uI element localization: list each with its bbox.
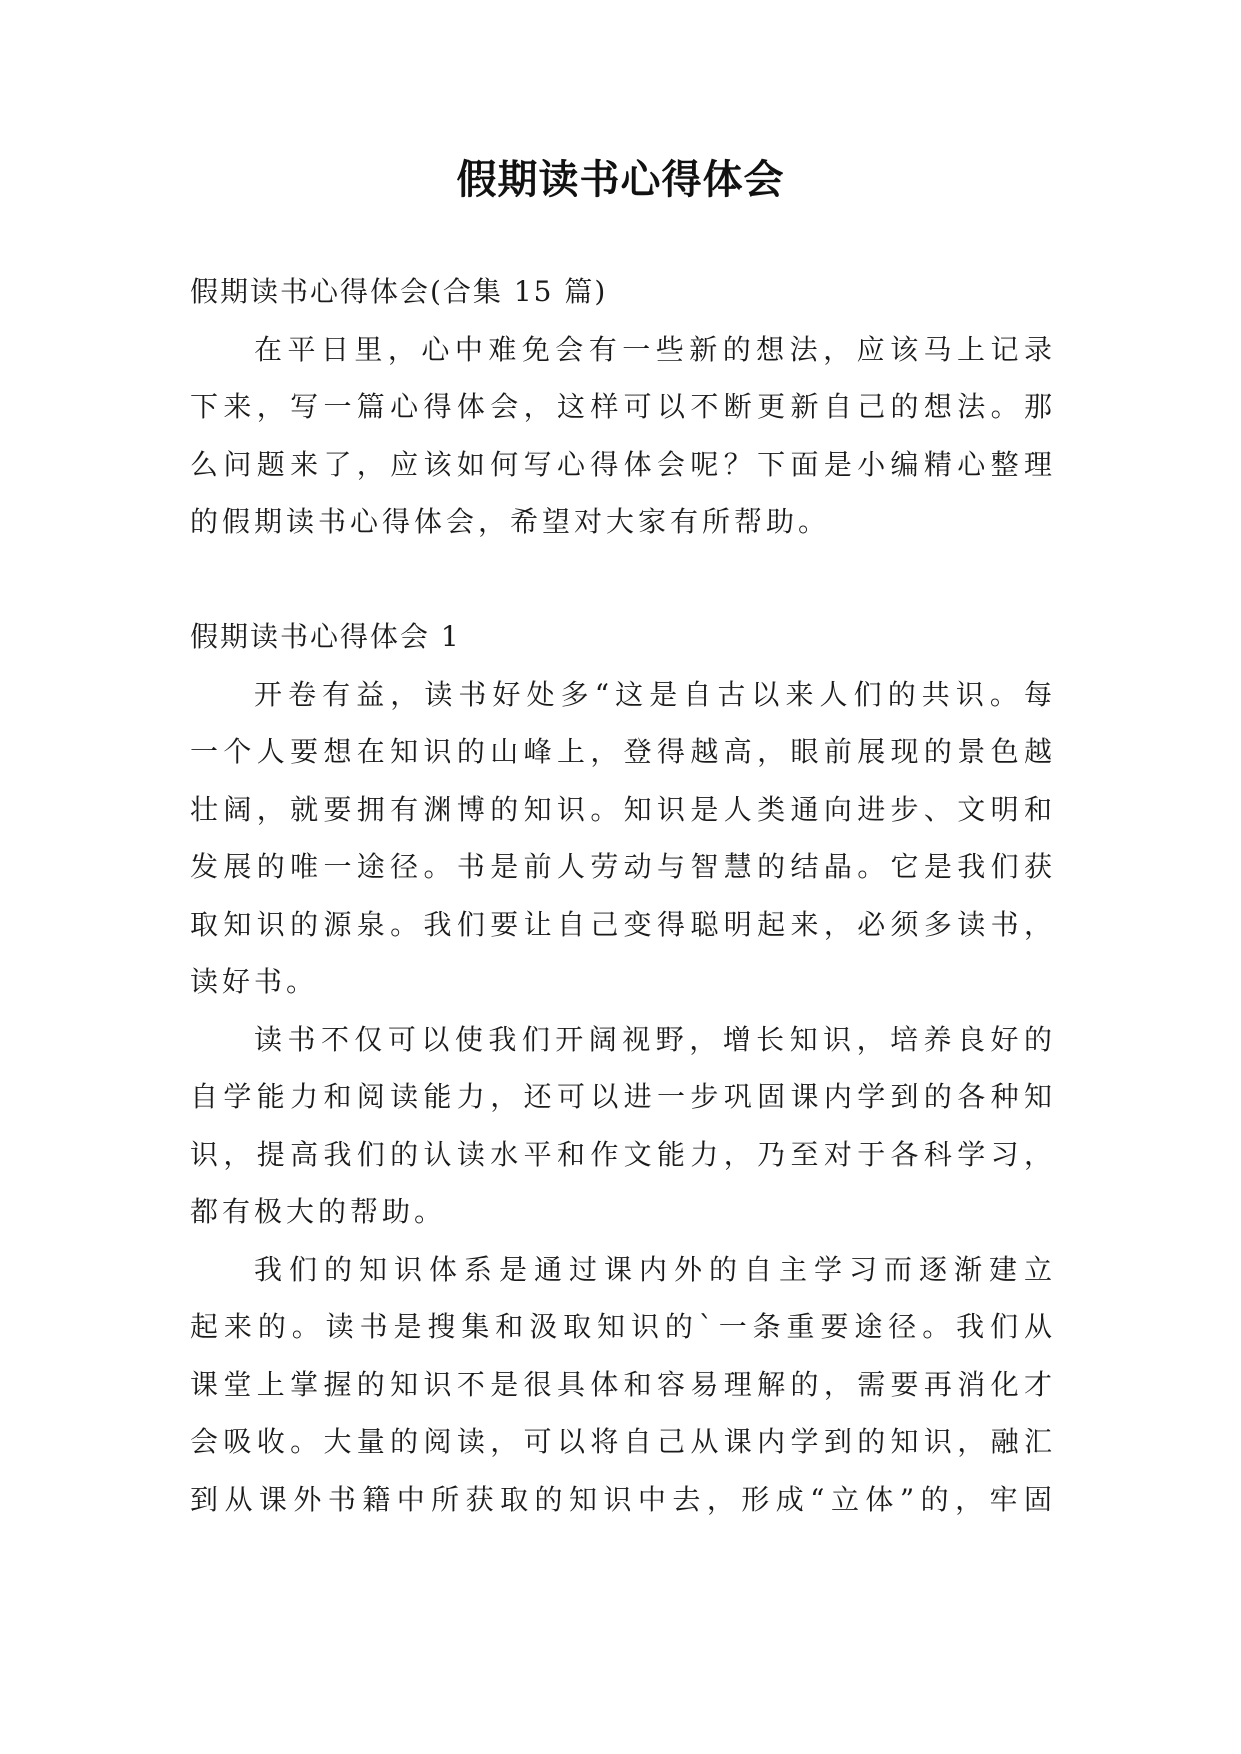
paragraph-line: 壮阔，就要拥有渊博的知识。知识是人类通向进步、文明和 (190, 792, 1052, 826)
body-paragraph-1 (190, 666, 1052, 1011)
paragraph-line: 的假期读书心得体会，希望对大家有所帮助。 (190, 505, 831, 538)
body-paragraph-2 (190, 1011, 1052, 1241)
document-title: 假期读书心得体会 (456, 157, 785, 203)
intro-paragraph (190, 321, 1052, 551)
paragraph-line: 会吸收。大量的阅读，可以将自己从课内学到的知识，融汇 (190, 1425, 1052, 1458)
paragraph-line: 我们的知识体系是通过课内外的自主学习而逐渐建立 (254, 1252, 1052, 1286)
paragraph-line: 课堂上掌握的知识不是很具体和容易理解的，需要再消化才 (190, 1367, 1052, 1401)
paragraph-line: 在平日里，心中难免会有一些新的想法，应该马上记录 (254, 332, 1052, 366)
paragraph-line: 么问题来了，应该如何写心得体会呢？下面是小编精心整理 (190, 447, 1052, 481)
paragraph-line: 都有极大的帮助。 (190, 1195, 447, 1228)
paragraph-line: 取知识的源泉。我们要让自己变得聪明起来，必须多读书， (190, 907, 1052, 941)
body-paragraph-3 (190, 1241, 1052, 1529)
section-gap (190, 551, 1052, 609)
paragraph-line: 读书不仅可以使我们开阔视野，增长知识，培养良好的 (254, 1022, 1052, 1056)
document-body (190, 263, 1052, 1528)
paragraph-line: 起来的。读书是搜集和汲取知识的`一条重要途径。我们从 (190, 1310, 1052, 1343)
paragraph-line: 开卷有益，读书好处多“这是自古以来人们的共识。每 (254, 677, 1052, 711)
section-heading: 假期读书心得体会 1 (190, 620, 461, 653)
paragraph-line: 发展的唯一途径。书是前人劳动与智慧的结晶。它是我们获 (190, 850, 1052, 883)
paragraph-line: 自学能力和阅读能力，还可以进一步巩固课内学到的各种知 (190, 1080, 1052, 1113)
paragraph-line: 下来，写一篇心得体会，这样可以不断更新自己的想法。那 (190, 390, 1052, 423)
paragraph-line: 到从课外书籍中所获取的知识中去，形成“立体”的，牢固 (190, 1482, 1052, 1516)
paragraph-line: 一个人要想在知识的山峰上，登得越高，眼前展现的景色越 (190, 735, 1052, 768)
collection-subtitle: 假期读书心得体会(合集 15 篇) (190, 275, 608, 308)
paragraph-line: 识，提高我们的认读水平和作文能力，乃至对于各科学习， (190, 1137, 1052, 1171)
paragraph-line: 读好书。 (190, 965, 319, 998)
